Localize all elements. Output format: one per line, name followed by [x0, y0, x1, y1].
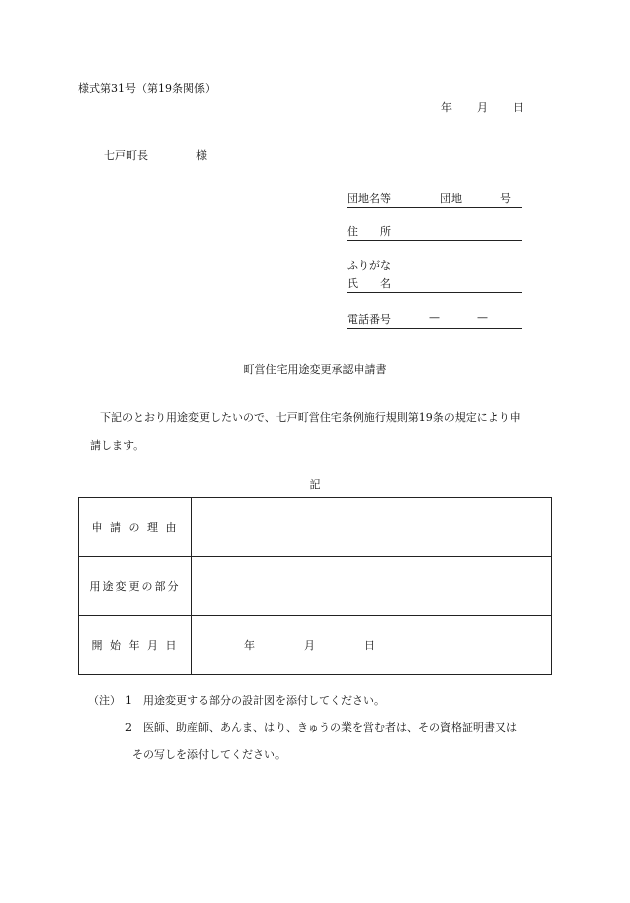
phone-dash-1: — [429, 311, 440, 324]
danchi-label: 団地名等 [347, 192, 391, 205]
name-label: 氏 名 [347, 277, 391, 290]
ki-heading: 記 [309, 478, 321, 491]
application-table [78, 497, 552, 675]
note-1-number: 1 [125, 694, 132, 707]
body-line-1: 下記のとおり用途変更したいので、七戸町営住宅条例施行規則第19条の規定により申 [100, 411, 521, 424]
phone-dash-2: — [477, 311, 488, 324]
start-year-label: 年 [244, 639, 255, 652]
body-line-2: 請します。 [90, 439, 145, 452]
start-date-field[interactable] [192, 616, 552, 675]
address-label: 住 所 [347, 225, 391, 238]
note-1-text: 用途変更する部分の設計図を添付してください。 [143, 694, 385, 707]
change-part-field[interactable] [192, 557, 552, 616]
table-row [79, 557, 552, 616]
document-title: 町営住宅用途変更承認申請書 [243, 363, 387, 376]
body-paragraph [78, 404, 558, 460]
table-row [79, 498, 552, 557]
note-2-number: 2 [125, 721, 132, 734]
date-month-label: 月 [477, 101, 488, 114]
start-month-label: 月 [304, 639, 315, 652]
table-row [79, 616, 552, 675]
addressee [104, 147, 207, 163]
address-field[interactable] [347, 223, 522, 241]
danchi-suffix: 団地 [440, 192, 462, 205]
furigana-label: ふりがな [347, 259, 391, 272]
phone-label: 電話番号 [347, 313, 391, 326]
start-day-label: 日 [364, 639, 375, 652]
notes-prefix: （注） [88, 694, 121, 707]
form-number: 様式第31号（第19条関係） [78, 82, 216, 95]
start-date-label: 開 始 年 月 日 [79, 616, 192, 675]
note-2-text: 医師、助産師、あんま、はり、きゅうの業を営む者は、その資格証明書又は [143, 721, 517, 734]
phone-field[interactable] [347, 311, 522, 329]
addressee-name: 七戸町長 [104, 149, 148, 162]
date-year-label: 年 [441, 101, 452, 114]
reason-field[interactable] [192, 498, 552, 557]
change-part-label: 用途変更の部分 [79, 557, 192, 616]
addressee-honorific: 様 [196, 149, 207, 162]
reason-label: 申 請 の 理 由 [79, 498, 192, 557]
note-2-cont-text: その写しを添付してください。 [132, 748, 286, 761]
danchi-field[interactable] [347, 190, 522, 208]
date-day-label: 日 [513, 101, 524, 114]
number-suffix: 号 [500, 192, 511, 205]
name-field[interactable] [347, 275, 522, 293]
